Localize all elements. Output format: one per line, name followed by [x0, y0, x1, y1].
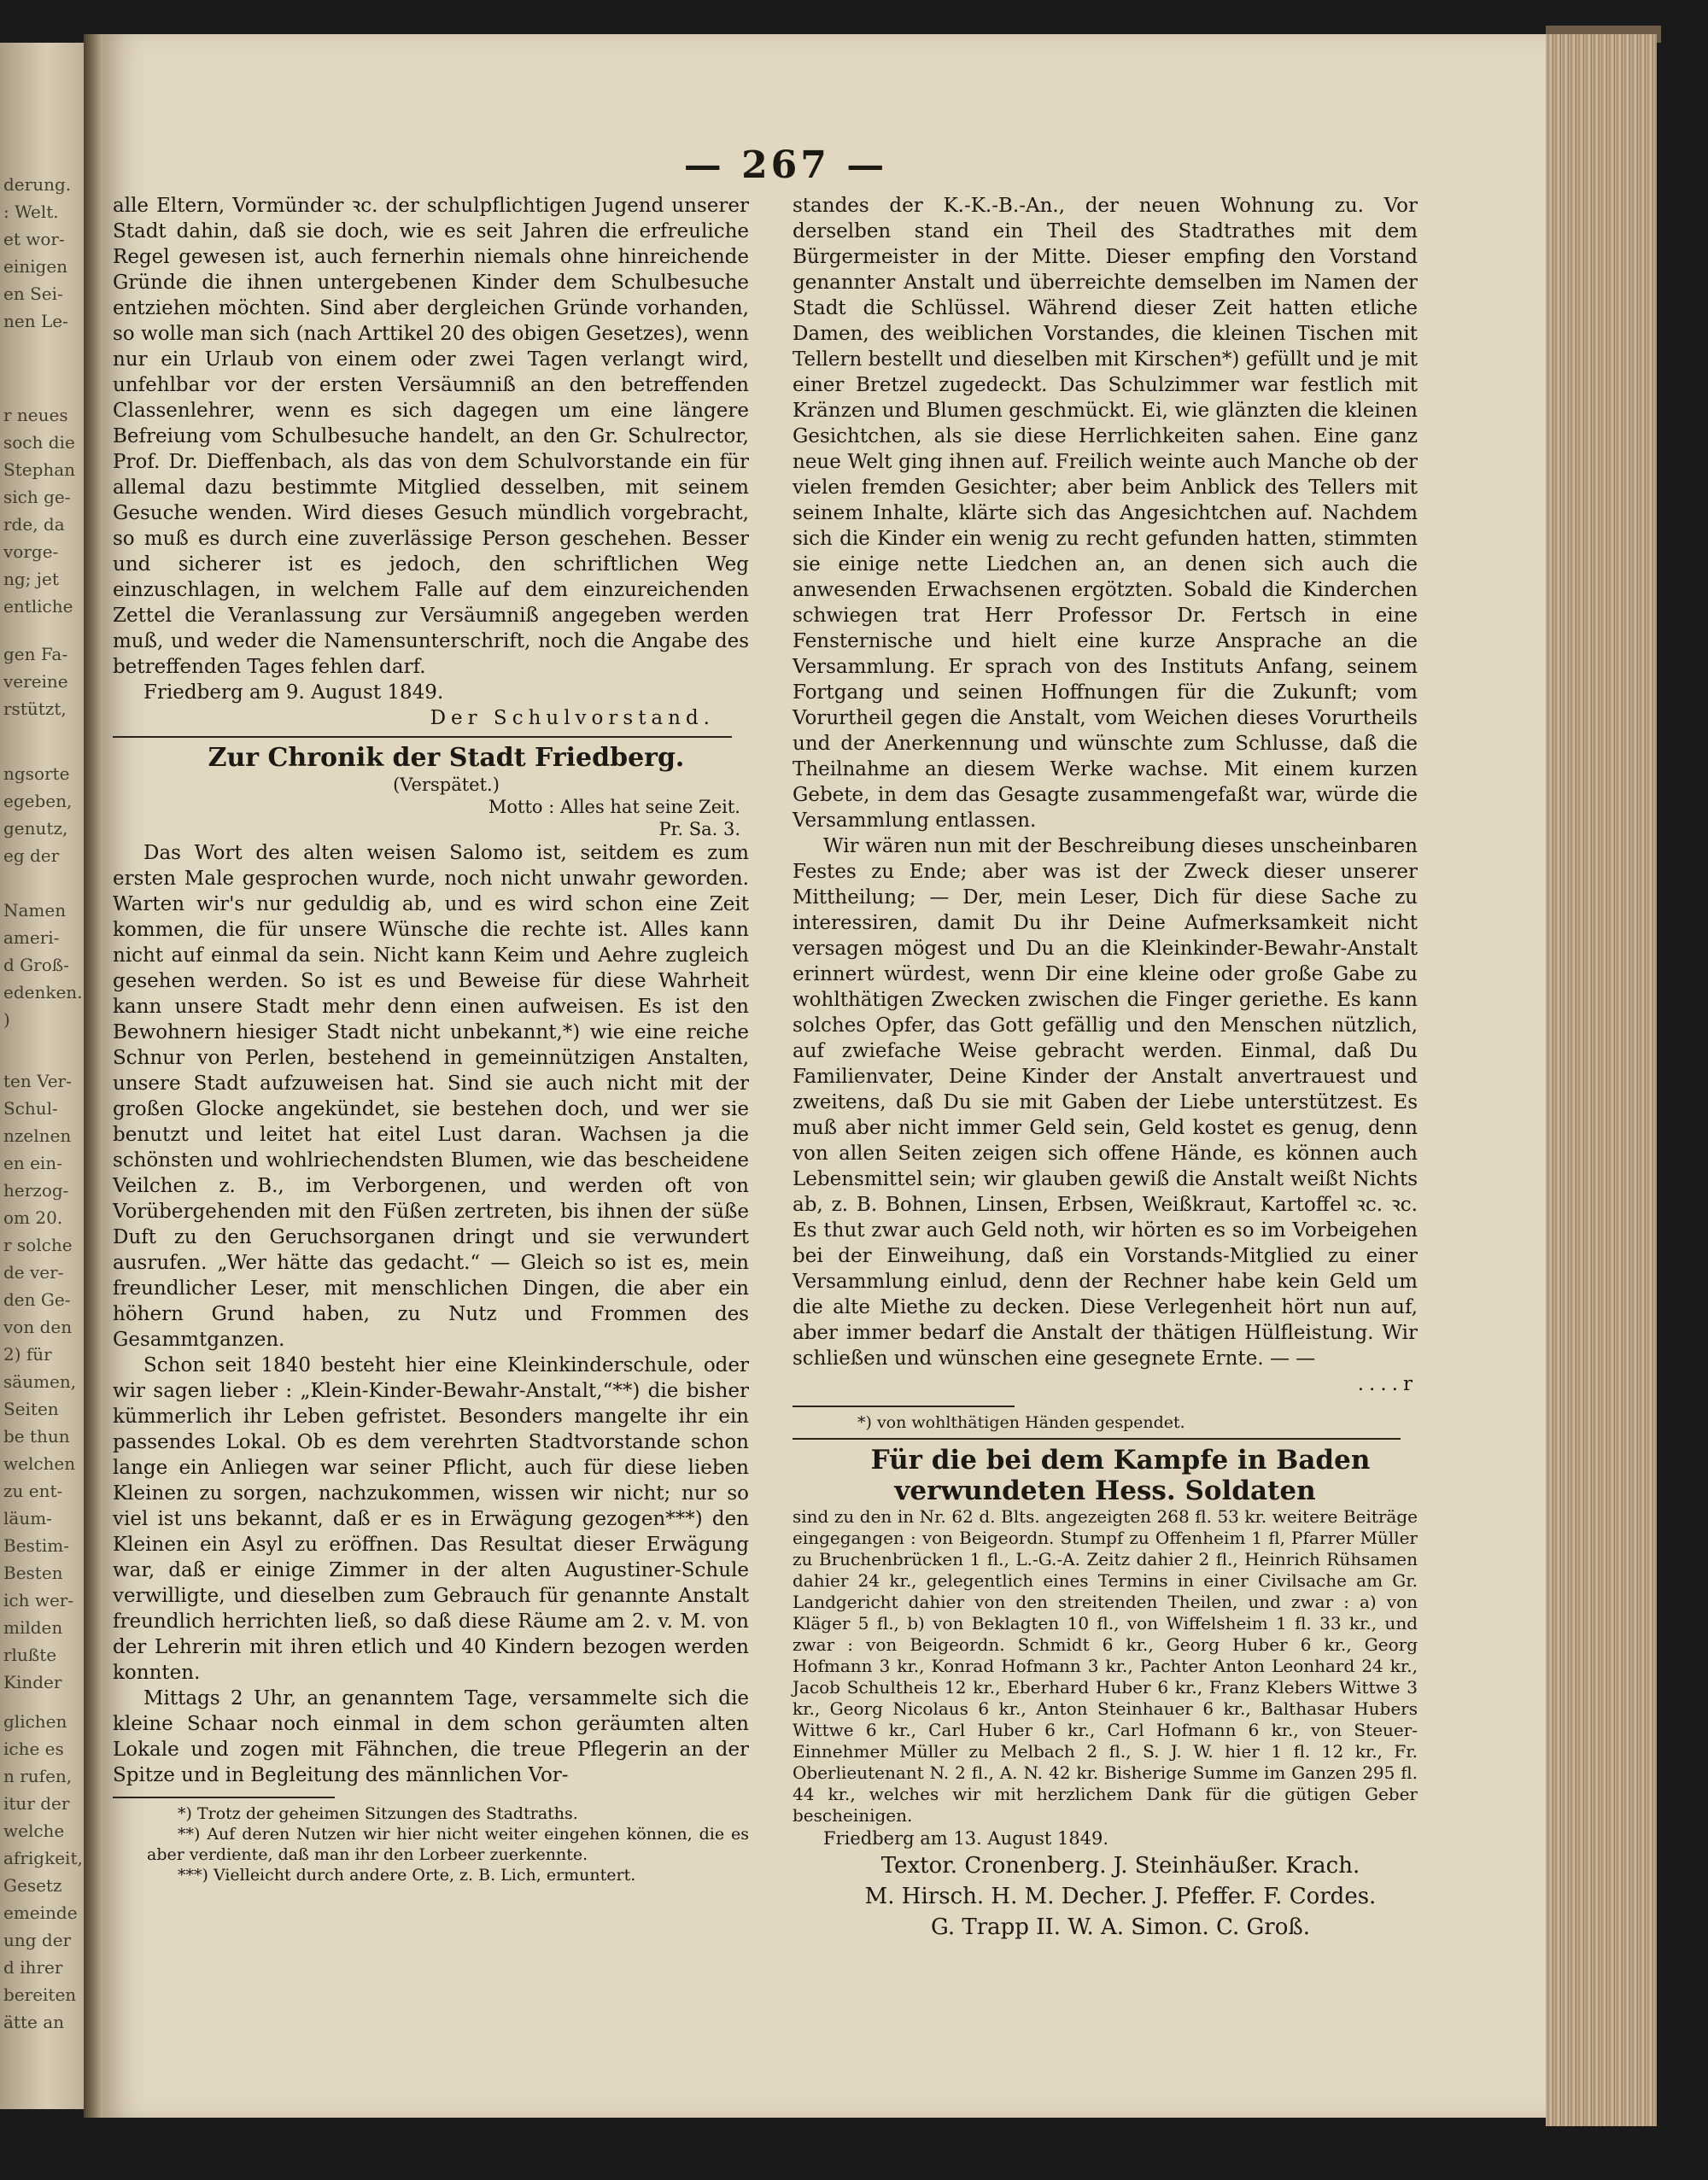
place-date: Friedberg am 13. August 1849.: [823, 1828, 1109, 1849]
footnote: **) Auf deren Nutzen wir hier nicht weiter eingehen können, die es aber verdiente, daß man ihr den Lorbeer zuerkennte.: [147, 1825, 749, 1864]
page-block-edge: [1546, 34, 1657, 2126]
left-page-edge: [0, 43, 84, 2109]
footnote-rule: [113, 1797, 335, 1798]
article-paragraph: standes der K.-K.-B.-An., der neuen Wohnung zu. Vor derselben stand ein Theil des Stadtrathes mit dem Bürgermeister in der Mitte. Dieser empfing den Vorstand genannter Anstalt und überreichte demselben im Namen der Stadt die Schlüssel. Während dieser Zeit hatten etliche Damen, des weiblichen Vorstandes, die kleinen Tischen mit Tellern bestellt und dieselben mit Kirschen*) gefüllt und je mit einer Bretzel zugedeckt. Das Schulzimmer war festlich mit Kränzen und Blumen geschmückt. Ei, wie glänzten die kleinen Gesichtchen, als sie diese Herrlichkeiten sahen. Eine ganz neue Welt ging ihnen auf. Freilich weinte auch Manche ob der vielen fremden Gesichter; aber beim Anblick des Tellers mit seinem Inhalte, klärte sich das Angesichtchen auf. Nachdem sich die Kinder ein wenig zu recht gefunden hatten, stimmten sie einige nette Liedchen an, an denen sich auch die anwesenden Erwachsenen ergötzten. Sobald die Kinderchen schwiegen trat Herr Professor Dr. Fertsch in eine Fensternische und hielt eine kurze Ansprache an die Versammlung. Er sprach von des Instituts Anfang, seinem Fortgang und seinen Hoffnungen für die Zukunft; vom Vorurtheil gegen die Anstalt, vom Weichen dieses Vorurtheils und der Anerkennung und wünschte zum Schlusse, daß die Theilnahme an diesem Werke wachse. Mit einem kurzen Gebete, in dem das Gesagte zusammengefaßt war, würde die Versammlung entlassen.: [793, 195, 1418, 832]
footnote: *) von wohlthätigen Händen gespendet.: [857, 1413, 1185, 1432]
article-paragraph: Schon seit 1840 besteht hier eine Kleinkinderschule, oder wir sagen lieber : „Klein-Kinder-Bewahr-Anstalt,“**) die bisher kümmerlich ihr Leben gefristet. Besonders mangelte ihr ein passendes Lokal. Ob es dem verehrten Stadtvorstande schon lange ein Anliegen war seiner Pflicht, auch für diese lieben Kleinen zu sorgen, nachzukommen, wissen wir nicht; nur so viel ist uns bekannt, daß er es in Erwägung gezogen***) den Kleinen ein Asyl zu eröffnen. Das Resultat dieser Erwägung war, daß er einige Zimmer in der alten Augustiner-Schule verwilligte, und dieselben zum Gebrauch für genannte Anstalt freundlich herrichten ließ, so daß diese Räume am 2. v. M. von der Lehrerin mit ihren etlich und 40 Kindern bezogen werden konnten.: [113, 1354, 749, 1684]
end-mark: ....r: [1357, 1373, 1418, 1395]
book-spine: [84, 34, 102, 2118]
place-date: Friedberg am 9. August 1849.: [143, 681, 444, 704]
signatory-line: Textor. Cronenberg. J. Steinhäußer. Krach.: [880, 1853, 1360, 1879]
article-paragraph: Wir wären nun mit der Beschreibung dieses unscheinbaren Festes zu Ende; aber was ist der Zweck dieser unserer Mittheilung; — Der, mein Leser, Dich für diese Sache zu interessiren, damit Du ihr Deine Aufmerksamkeit nicht versagen mögest und Du an die Kleinkinder-Bewahr-Anstalt erinnert würdest, wenn Dir eine kleine oder große Gabe zu wohlthätigen Zwecken zwischen die Finger geriethe. Es kann solches Opfer, das Gott gefällig und den Menschen nützlich, auf zwiefache Weise gebracht werden. Einmal, daß Du Familienvater, Deine Kinder der Anstalt anvertrauest und zweitens, daß Du sie mit Gaben der Liebe unterstützest. Es muß aber nicht immer Geld sein, Geld kostet es genug, denn von allen Seiten zeigen sich offene Hände, es können auch Lebensmittel sein; wir glauben gewiß die Anstalt weißt Nichts ab, z. B. Bohnen, Linsen, Erbsen, Weißkraut, Kartoffel ꝛc. ꝛc. Es thut zwar auch Geld noth, wir hörten es so im Vorbeigehen bei der Einweihung, daß ein Vorstands-Mitglied zu einer Versammlung einlud, denn der Rechner habe kein Geld um die alte Miethe zu decken. Diese Verlegenheit hört nun auf, aber immer bedarf die Anstalt der thätigen Hülfleistung. Wir schließen und wünschen eine gesegnete Ernte. — —: [793, 835, 1418, 1370]
footnote-rule: [793, 1406, 1015, 1407]
article-heading: Zur Chronik der Stadt Friedberg.: [208, 743, 685, 773]
article-paragraph: Mittags 2 Uhr, an genanntem Tage, versammelte sich die kleine Schaar noch einmal in dem schon geräumten alten Lokale und zogen mit Fähnchen, die treue Pflegerin an der Spitze und in Begleitung des männlichen Vor-: [113, 1687, 749, 1786]
article-subheading: (Verspätet.): [393, 774, 500, 795]
donation-list: sind zu den in Nr. 62 d. Blts. angezeigten 268 fl. 53 kr. weitere Beiträge eingegangen : von Beigeordn. Stumpf zu Offenheim 1 fl, Pfarrer Müller zu Bruchenbrücken 1 fl., L.-G.-A. Zeitz dahier 2 fl., Heinrich Rühsamen dahier 24 kr., gelegentlich eines Termins in einer Civilsache am Gr. Landgericht dahier von den streitenden Theilen, und zwar : a) von Kläger 5 fl., b) von Beklagten 10 fl., von Wiffelsheim 1 fl. 33 kr., und zwar : von Beigeordn. Schmidt 6 kr., Georg Huber 6 kr., Georg Hofmann 3 kr., Konrad Hofmann 3 kr., Pachter Anton Leonhard 24 kr., Jacob Schultheis 12 kr., Eberhard Huber 6 kr., Franz Klebers Wittwe 3 kr., Georg Nicolaus 6 kr., Anton Steinhauer 6 kr., Balthasar Hubers Wittwe 6 kr., Carl Huber 6 kr., Carl Hofmann 6 kr., von Steuer-Einnehmer Müller zu Melbach 2 fl., S. J. W. hier 1 fl. 12 kr., Fr. Oberlieutenant N. 2 fl., A. N. 42 kr. Bisherige Summe im Ganzen 295 fl. 44 kr., welches wir mit herzlichem Dank für die gütigen Geber bescheinigen.: [793, 1506, 1418, 1826]
left-page-fragment: gen Fa- vereine rstützt,: [3, 644, 68, 719]
donation-heading: Für die bei dem Kampfe in Baden verwundeten Hess. Soldaten: [870, 1445, 1371, 1506]
left-page-fragment: glichen iche es n rufen, itur der welche afrigkeit, Gesetz emeinde ung der d ihrer bereiten ätte an: [3, 1711, 83, 2032]
article-paragraph: Das Wort des alten weisen Salomo ist, seitdem es zum ersten Male gesprochen wurde, noch nicht unwahr geworden. Warten wir's nur geduldig ab, und es wird schon eine Zeit kommen, die für unsere Wünsche die rechte ist. Alles kann nicht auf einmal da sein. Nicht kann Keim und Aehre zugleich gesehen werden. So ist es und Beweise für diese Wahrheit kann unsere Stadt mehr denn einen aufweisen. Es ist den Bewohnern hiesiger Stadt nicht unbekannt,*) wie eine reiche Schnur von Perlen, bestehend in gemeinnützigen Anstalten, unsere Stadt aufzuweisen hat. Sind sie auch nicht mit der großen Glocke angekündet, sie bestehen doch, und wer sie benutzt und leitet hat eitel Lust daran. Wachsen ja die schönsten und wohlriechendsten Blumen, wie das bescheidene Veilchen z. B., im Verborgenen, und werden oft von Vorübergehenden mit den Füßen zertreten, bis ihnen der süße Duft zu den Geruchsorganen dringt und sie verwundert ausrufen. „Wer hätte das gedacht.“ — Gleich so ist es, mein freundlicher Leser, mit menschlichen Dingen, die aber ein höhern Grund haben, zu Nutz und Frommen des Gesammtganzen.: [113, 842, 749, 1351]
signatory-line: G. Trapp II. W. A. Simon. C. Groß.: [931, 1914, 1310, 1940]
motto-reference: Pr. Sa. 3.: [658, 819, 740, 839]
signer: Der Schulvorstand.: [430, 707, 715, 729]
footnote: *) Trotz der geheimen Sitzungen des Stadtraths.: [178, 1804, 578, 1823]
footnote: ***) Vielleicht durch andere Orte, z. B. Lich, ermuntert.: [178, 1866, 636, 1885]
column-right: [793, 193, 1418, 1943]
left-page-fragment: r neues soch die Stephan sich ge- rde, da vorge- ng; jet entliche: [3, 405, 76, 617]
page-number: — 267 —: [683, 143, 888, 187]
divider: [793, 1438, 1401, 1440]
left-page-fragment: ten Ver- Schul- nzelnen en ein- herzog- om 20. r solche de ver- den Ge- von den 2) für säumen, Seiten be thun welchen zu ent- läum- Bestim- Besten ich wer- milden rlußte Kinder: [3, 1071, 77, 1692]
left-page-fragment: Namen ameri- d Groß- edenken. ): [3, 900, 83, 1030]
notice-paragraph: alle Eltern, Vormünder ꝛc. der schulpflichtigen Jugend unserer Stadt dahin, daß sie doch, wie es seit Jahren die erfreuliche Regel gewesen ist, auch fernerhin niemals ohne hinreichende Gründe die ihnen untergebenen Kinder dem Schulbesuche entziehen möchten. Sind aber dergleichen Gründe vorhanden, so wolle man sich (nach Arttikel 20 des obigen Gesetzes), wenn nur ein Urlaub von einem oder zwei Tagen verlangt wird, unfehlbar vor der ersten Versäumniß an den betreffenden Classenlehrer, wenn es sich dagegen um eine längere Befreiung vom Schulbesuche handelt, an den Gr. Schulrector, Prof. Dr. Dieffenbach, als das von dem Schulvorstande ein für allemal dazu bestimmte Mitglied desselben, mit seinem Gesuche wenden. Wird dieses Gesuch mündlich vorgebracht, so muß es durch eine zuverlässige Person geschehen. Besser und sicherer ist es jedoch, den schriftlichen Weg einzuschlagen, in welchem Falle auf dem einzureichenden Zettel die Veranlassung zur Versäumniß angegeben werden muß, und weder die Namensunterschrift, noch die Angabe des betreffenden Tages fehlen darf.: [113, 195, 749, 678]
signatory-line: M. Hirsch. H. M. Decher. J. Pfeffer. F. Cordes.: [864, 1884, 1377, 1909]
left-page-fragment: ngsorte egeben, genutz, eg der: [3, 763, 73, 866]
divider: [113, 736, 732, 738]
column-left: [113, 193, 749, 1885]
motto: Motto : Alles hat seine Zeit.: [488, 797, 740, 817]
left-page-fragment: derung. : Welt. et wor- einigen en Sei- nen Le-: [3, 174, 72, 331]
